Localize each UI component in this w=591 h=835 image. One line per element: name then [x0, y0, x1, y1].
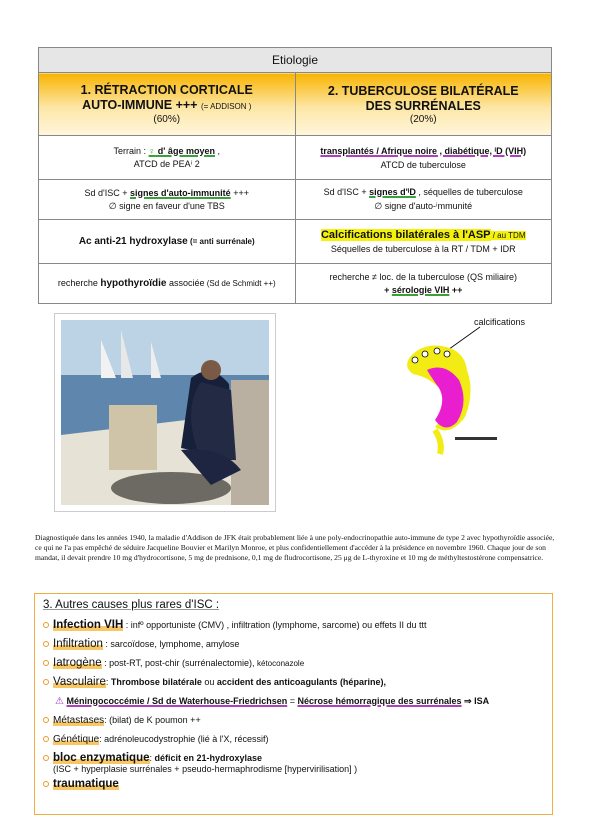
other-causes-list [43, 620, 546, 798]
etiologie-table [38, 47, 552, 304]
bullet-icon [43, 717, 49, 723]
row4-col1: recherche hypothyroïdie associée (Sd de Schmidt ++) [39, 264, 296, 304]
bullet-icon [43, 660, 49, 666]
row2-col2: Sd d'ISC + signes d'ⁱD , séquelles de tuberculose ∅ signe d'auto-ⁱmmunité [295, 180, 552, 220]
row4-col2: recherche ≠ loc. de la tuberculose (QS miliaire) + sérologie VIH ++ [295, 264, 552, 304]
jfk-photo [54, 313, 276, 512]
bullet-icon [43, 622, 49, 628]
list-item: ⚠ Méningococcémie / Sd de Waterhouse-Friedrichsen = Nécrose hémorragique des surrénales ⇒ ISA [55, 696, 490, 707]
row3-col2: Calcifications bilatérales à l'ASP / au TDM Séquelles de tuberculose à la RT / TDM + IDR [295, 220, 552, 264]
col1-title-a: 1. RÉTRACTION CORTICALE [80, 83, 253, 97]
list-item: Génétique: adrénoleucodystrophie (lié à l'X, récessif) [43, 734, 546, 745]
list-item: traumatique [43, 779, 546, 790]
col2-percent: (20%) [409, 113, 437, 125]
row3-col1: Ac anti-21 hydroxylase (= anti surrénale) [39, 220, 296, 264]
other-causes-box [34, 593, 553, 815]
list-item: Infiltration : sarcoïdose, lymphome, amylose [43, 639, 546, 650]
row2-col1: Sd d'ISC + signes d'auto-immunité +++ ∅ signe en faveur d'une TBS [39, 180, 296, 220]
bullet-icon [43, 641, 49, 647]
bullet-icon [43, 781, 49, 787]
col1-percent: (60%) [153, 114, 181, 125]
calcifications-label: calcifications [474, 317, 526, 327]
col1-title-b: AUTO-IMMUNE +++ (= ADDISON ) [82, 98, 252, 112]
col2-header [295, 73, 552, 136]
table-header: Etiologie [39, 48, 552, 73]
other-causes-title: 3. Autres causes plus rares d'ISC : [43, 599, 220, 611]
list-item: bloc enzymatique: déficit en 21-hydroxylase (ISC + hyperplasie surrénales + pseudo-hermaphrodisme [hypervirilisation] ) [43, 753, 546, 775]
row1-col2: transplantés / Afrique noire , diabétique, ⁱD (VIH) ATCD de tuberculose [295, 136, 552, 180]
jfk-caption: Diagnostiquée dans les années 1940, la maladie d'Addison de JFK était probablement liée à une poly-endocrinopathie auto-immune de type 2 avec hypothyroïdie associée, ce qui ne l'a pas empêché de séduire Jacqueline Bouvier et Marilyn Monroe, et plus confidentiellement d'accéder à la présidence en novembre 1960. Chaque jour de son mandat, il devait prendre 10 mg d'hydrocortisone, 5 mg de prednisone, 0,1 mg de fludrocortisone, 25 μg de L-thyroxine et 10 mg de méthyltestostérone compensatrice. [35, 533, 555, 563]
row1-col1: Terrain : ♀ d' âge moyen , ATCD de PEAⁱ 2 [39, 136, 296, 180]
list-item: Iatrogène : post-RT, post-chir (surrénalectomie), kétoconazole [43, 658, 546, 669]
col1-header [39, 73, 296, 136]
col2-title-a: 2. TUBERCULOSE BILATÉRALE [327, 83, 519, 98]
list-item: Vasculaire: Thrombose bilatérale ou accident des anticoagulants (héparine), [43, 677, 546, 688]
adrenal-calcification-diagram [395, 322, 545, 462]
list-item: Infection VIH : infº opportuniste (CMV) , infiltration (lymphome, sarcome) ou effets II du ttt [43, 620, 546, 631]
bullet-icon [43, 679, 49, 685]
bullet-icon [43, 755, 49, 761]
list-item: Métastases: (bilat) de K poumon ++ [43, 715, 546, 726]
bullet-icon [43, 736, 49, 742]
warning-icon: ⚠ [55, 696, 64, 707]
col2-title-b: DES SURRÉNALES [365, 98, 481, 113]
